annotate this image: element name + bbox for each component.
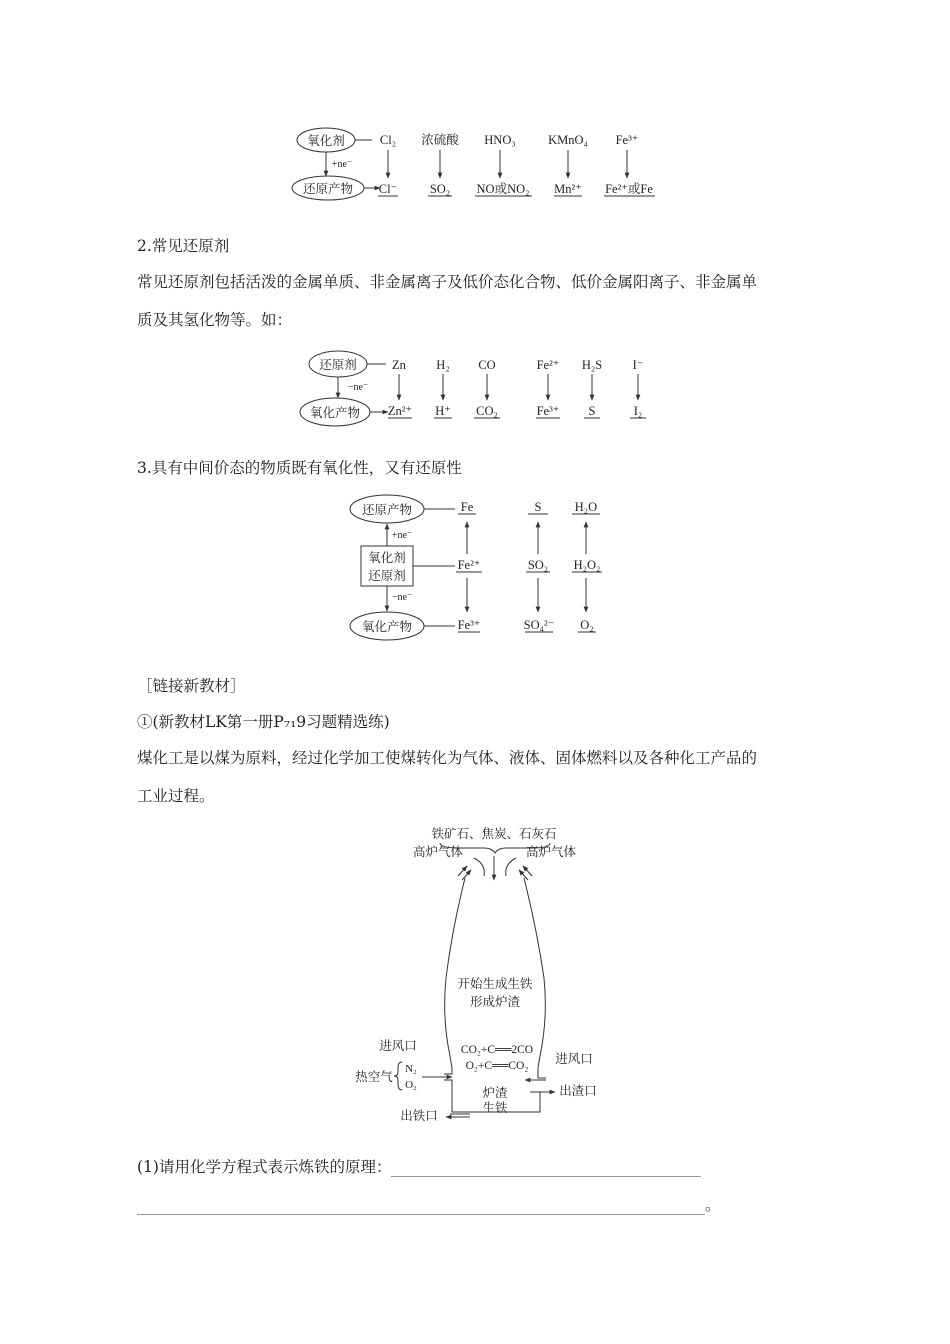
link-line2: 工业过程。 xyxy=(137,787,215,805)
furnace-reaction-2: O₂+C══CO₂ xyxy=(465,1060,529,1072)
d2-top-2: H₂ xyxy=(436,358,450,372)
oxidized-product-label: 氧化产物 xyxy=(309,406,361,420)
d1-bottom-5: Fe²⁺或Fe xyxy=(605,182,653,196)
section2-line2: 质及其氢化物等。如： xyxy=(137,311,293,329)
d1-top-1: Cl₂ xyxy=(379,133,397,147)
furnace-iron-out-label: 出铁口 xyxy=(400,1109,438,1123)
d2-bottom-1: Zn²⁺ xyxy=(387,404,413,418)
d3-mid-2: SO₂ xyxy=(527,558,549,572)
box-reductant-label: 还原剂 xyxy=(368,569,406,583)
oxidant-label: 氧化剂 xyxy=(307,134,345,148)
d2-bottom-6: I₂ xyxy=(633,404,643,418)
d2-bottom-3: CO₂ xyxy=(476,404,498,418)
answer-blank-2[interactable] xyxy=(137,1200,705,1215)
reduced-product-label-3: 还原产物 xyxy=(361,503,413,517)
d2-top-3: CO xyxy=(478,358,496,372)
d1-top-3: HNO₃ xyxy=(484,133,516,147)
d1-bottom-2: SO₂ xyxy=(429,182,451,196)
d2-top-5: H₂S xyxy=(581,358,603,372)
oxidized-product-label-3: 氧化产物 xyxy=(361,620,413,634)
furnace-zone-line1: 开始生成生铁 xyxy=(457,977,533,991)
link-heading: ［链接新教材］ xyxy=(137,677,246,695)
d1-top-2: 浓硫酸 xyxy=(421,133,459,147)
link-line1: 煤化工是以煤为原料，经过化学加工使煤转化为气体、液体、固体燃料以及各种化工产品的 xyxy=(137,749,758,767)
d1-bottom-4: Mn²⁺ xyxy=(554,182,582,196)
question-line2 xyxy=(137,1195,721,1215)
d2-bottom-4: Fe³⁺ xyxy=(536,404,560,418)
answer-blank-1[interactable] xyxy=(391,1162,701,1177)
d1-bottom-1: Cl⁻ xyxy=(378,182,398,196)
furnace-gas-left-label: 高炉气体 xyxy=(412,845,464,859)
question-prompt: (1)请用化学方程式表示炼铁的原理： xyxy=(137,1158,392,1176)
box-oxidant-label: 氧化剂 xyxy=(368,551,406,565)
d3-mid-3: H₂O₂ xyxy=(573,558,601,572)
d1-top-5: Fe³⁺ xyxy=(615,133,639,147)
electron-gain-label: +ne⁻ xyxy=(331,159,353,170)
electron-gain-label-3: +ne⁻ xyxy=(391,530,413,541)
section2-heading: 2.常见还原剂 xyxy=(137,237,230,255)
d2-top-4: Fe²⁺ xyxy=(536,358,560,372)
question-end: 。 xyxy=(705,1196,721,1214)
furnace-reaction-1: CO₂+C══2CO xyxy=(460,1044,534,1056)
d3-top-2: S xyxy=(534,500,542,514)
furnace-gas-right-label: 高炉气体 xyxy=(525,845,577,859)
d3-bottom-1: Fe³⁺ xyxy=(457,618,481,632)
d2-top-1: Zn xyxy=(392,358,406,372)
d3-bottom-2: SO₄²⁻ xyxy=(523,618,555,632)
section3-heading: 3.具有中间价态的物质既有氧化性，又有还原性 xyxy=(137,459,462,477)
d3-top-3: H₂O xyxy=(574,500,598,514)
d3-bottom-3: O₂ xyxy=(580,618,594,632)
furnace-zone-line2: 形成炉渣 xyxy=(469,995,521,1009)
link-source: ①(新教材LK第一册P₇₁9习题精选练) xyxy=(137,713,390,731)
furnace-right-wall xyxy=(524,878,545,1068)
d2-bottom-5: S xyxy=(588,404,596,418)
question-line1 xyxy=(137,1157,701,1177)
furnace-iron-label: 生铁 xyxy=(482,1101,508,1115)
furnace-inlet-right-label: 进风口 xyxy=(555,1052,593,1066)
d2-bottom-2: H⁺ xyxy=(435,404,451,418)
furnace-n2-label: N₂ xyxy=(405,1063,417,1075)
furnace-inlet-left-label: 进风口 xyxy=(379,1039,417,1053)
d3-mid-1: Fe²⁺ xyxy=(457,558,481,572)
section2-line1: 常见还原剂包括活泼的金属单质、非金属离子及低价态化合物、低价金属阳离子、非金属单 xyxy=(137,273,758,291)
d3-top-1: Fe xyxy=(460,500,474,514)
d1-bottom-3: NO或NO₂ xyxy=(476,182,530,196)
furnace-slag-out-label: 出渣口 xyxy=(559,1084,597,1098)
d2-top-6: I⁻ xyxy=(632,358,644,372)
d1-top-4: KMnO₄ xyxy=(548,133,588,147)
electron-loss-label: −ne⁻ xyxy=(347,382,369,393)
furnace-hot-air-label: 热空气 xyxy=(355,1070,393,1084)
furnace-o2-label: O₂ xyxy=(405,1079,417,1091)
furnace-feed-label: 铁矿石、焦炭、石灰石 xyxy=(431,827,557,841)
furnace-left-wall xyxy=(445,878,465,1068)
reduced-product-label: 还原产物 xyxy=(302,182,354,196)
electron-loss-label-3: −ne⁻ xyxy=(391,592,413,603)
furnace-slag-label: 炉渣 xyxy=(482,1086,508,1100)
reductant-label: 还原剂 xyxy=(319,358,357,372)
